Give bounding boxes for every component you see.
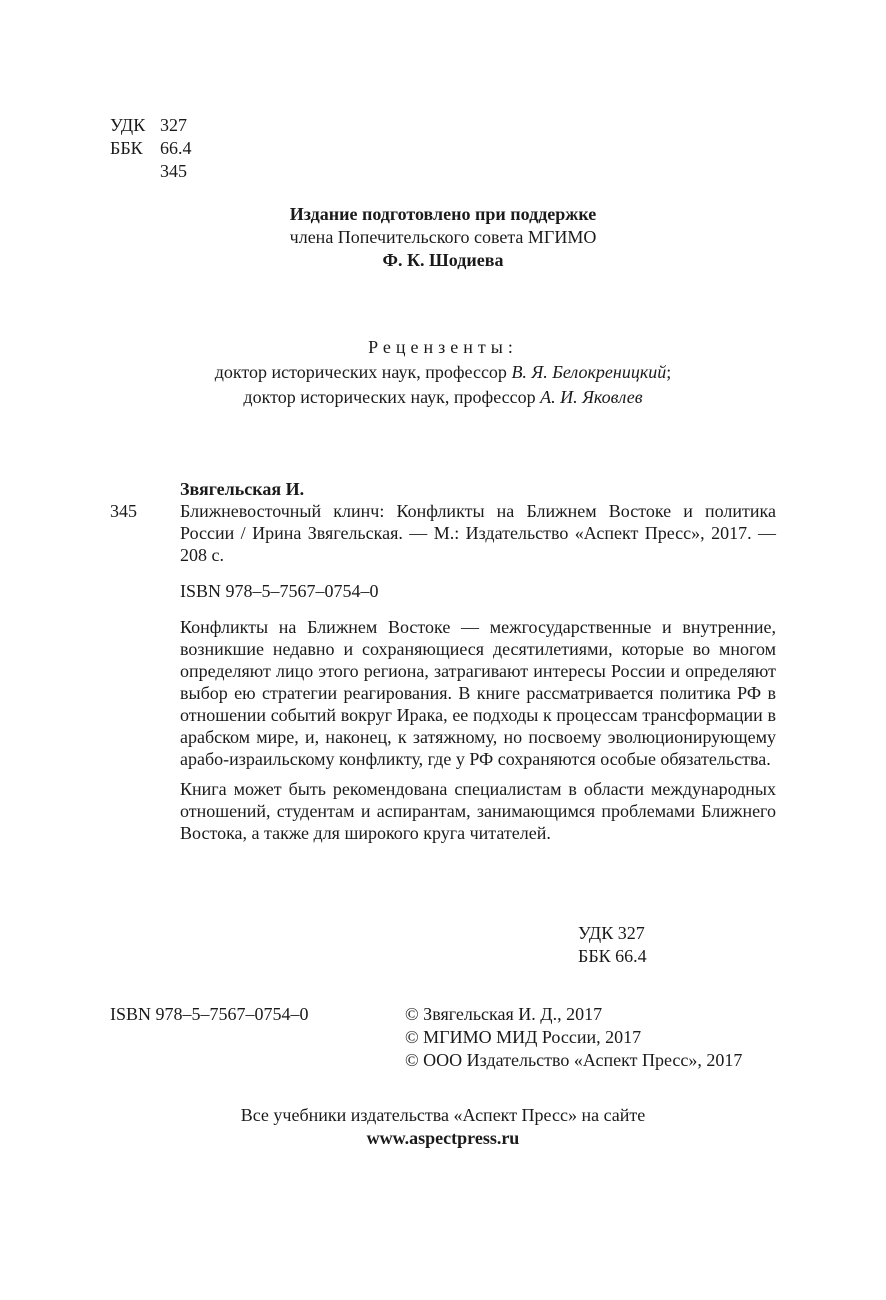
udk-label: УДК <box>110 115 146 135</box>
reviewers-block <box>0 336 886 411</box>
bottom-bbk: ББК 66.4 <box>578 946 647 966</box>
footer-isbn: ISBN 978–5–7567–0754–0 <box>110 1004 309 1024</box>
classification-block <box>110 114 230 183</box>
reviewer-1 <box>0 361 886 386</box>
bbk-label: ББК <box>110 138 143 158</box>
support-sponsor: Ф. К. Шодиева <box>382 250 504 270</box>
reviewer-2-title: доктор исторических наук, профессор <box>243 387 541 407</box>
support-line-1: Издание подготовлено при поддержке <box>289 204 597 224</box>
margin-author-mark: 345 <box>110 501 137 521</box>
reviewer-1-name: В. Я. Белокреницкий <box>511 362 667 382</box>
support-line-2: члена Попечительского совета МГИМО <box>289 227 597 247</box>
book-abstract-1: Конфликты на Ближнем Востоке — межгосударственные и внутренние, возникшие недавно и сохраняющиеся десятилетиями, которые во многом определяют лицо этого региона, затрагивают интересы России и определяют выбор ею стратегии реагирования. В книге рассматривается политика РФ в отношении событий вокруг Ирака, ее подходы к процессам трансформации в арабском мире, и, наконец, к затяжному, но посвоему эволюционирующему арабо-израильскому конфликту, где у РФ сохраняются особые обязательства. <box>180 617 776 769</box>
copyright-publisher: © ООО Издательство «Аспект Пресс», 2017 <box>405 1050 743 1070</box>
bbk-value: 66.4 <box>160 138 192 158</box>
support-note <box>0 203 886 272</box>
bibliographic-description <box>180 478 776 844</box>
site-line: Все учебники издательства «Аспект Пресс» на сайте <box>240 1105 646 1125</box>
udk-value: 327 <box>160 115 187 135</box>
copyright-mgimo: © МГИМО МИД России, 2017 <box>405 1027 642 1047</box>
site-url: www.aspectpress.ru <box>366 1128 520 1148</box>
book-citation: Ближневосточный клинч: Конфликты на Ближнем Востоке и политика России / Ирина Звягельская. — М.: Издательство «Аспект Пресс», 2017. — 208 с. <box>180 501 776 565</box>
udk-row <box>110 114 230 137</box>
book-isbn: ISBN 978–5–7567–0754–0 <box>180 581 379 601</box>
reviewer-1-suffix: ; <box>666 362 672 382</box>
reviewer-2-name: А. И. Яковлев <box>540 387 643 407</box>
reviewers-heading: Рецензенты: <box>368 337 518 357</box>
bottom-codes <box>578 922 647 968</box>
reviewer-1-title: доктор исторических наук, профессор <box>214 362 512 382</box>
publisher-site-note <box>0 1104 886 1150</box>
author-mark: 345 <box>160 161 187 181</box>
bbk-row <box>110 137 230 160</box>
copyright-block <box>405 1003 742 1072</box>
copyright-author: © Звягельская И. Д., 2017 <box>405 1004 603 1024</box>
book-abstract-2: Книга может быть рекомендована специалистам в области международных отношений, студентам и аспирантам, занимающимся проблемами Ближнего Востока, а также для широкого круга читателей. <box>180 779 776 843</box>
book-author: Звягельская И. <box>180 479 305 499</box>
bottom-udk: УДК 327 <box>578 923 645 943</box>
reviewer-2 <box>0 386 886 411</box>
